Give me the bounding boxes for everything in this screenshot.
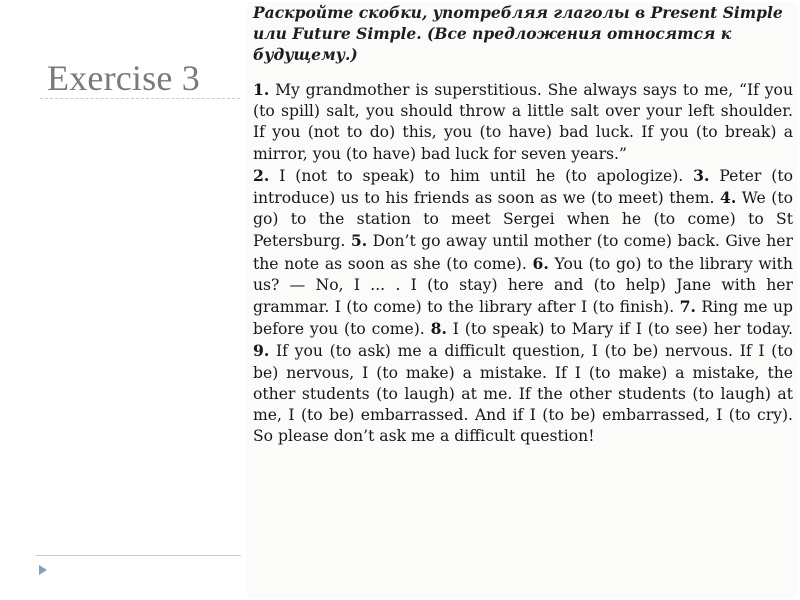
instruction-term-future-simple: Future Simple (292, 24, 417, 43)
item-number: 1. (253, 80, 270, 99)
item-text: Don’t go away until mother (to come) back. Give her the note as soon as she (to come). (253, 232, 793, 273)
item-text: Peter (to introduce) us to his friends as soon as we (to meet) them. (253, 166, 793, 208)
item-text: My grandmother is superstitious. She always says to me, “If you (to spill) salt, you should throw a little salt over your left shoulder. If you (not to do) this, you (to have) bad luck. If you (to break) a mirror, you (to have) bad luck for seven years.” (253, 81, 793, 163)
item-text: If you (to ask) me a difficult question, I (to be) nervous. If I (to be) nervous, I (to make) a mistake. If I (to make) a mistake, the other students (to laugh) at me. If the other students (to laugh) at me, I (to be) embarrassed. And if I (to be) embarrassed, I (to cry). So please don’t ask me a difficult question! (253, 342, 793, 446)
exercise-text (247, 79, 797, 447)
footer-divider (36, 555, 241, 556)
item-number: 6. (532, 253, 549, 273)
item-number: 3. (693, 165, 710, 185)
item-number: 9. (253, 341, 270, 361)
title-divider (40, 98, 240, 99)
item-number: 2. (253, 165, 270, 185)
item-number: 8. (430, 319, 447, 339)
instruction-term-present-simple: Present Simple (650, 3, 783, 22)
instruction-part-3: . (Все предложения относятся к будущему.) (253, 24, 732, 64)
instruction-part-1: Раскройте скобки, употребляя глаголы в (253, 3, 651, 22)
item-number: 7. (679, 297, 696, 317)
triangle-right-icon[interactable] (39, 565, 47, 575)
item-text: I (to speak) to Mary if I (to see) her today. (452, 320, 793, 339)
item-number: 4. (719, 188, 737, 208)
instruction-part-2: или (253, 24, 293, 43)
item-text: We (to go) to the station to meet Sergei when he (to come) to St Petersburg. (253, 189, 793, 251)
exercise-scan (247, 2, 797, 598)
item-text: You (to go) to the library with us? — No, I ... . I (to stay) here and (to help) Jane with her grammar. I (to come) to the library after I (to finish). (253, 254, 793, 317)
item-number: 5. (350, 231, 368, 251)
exercise-instruction (247, 2, 797, 65)
slide-title: Exercise 3 (47, 58, 200, 98)
item-text: Ring me up before you (to come). (253, 298, 793, 339)
item-text: I (not to speak) to him until he (to apologize). (279, 166, 684, 185)
